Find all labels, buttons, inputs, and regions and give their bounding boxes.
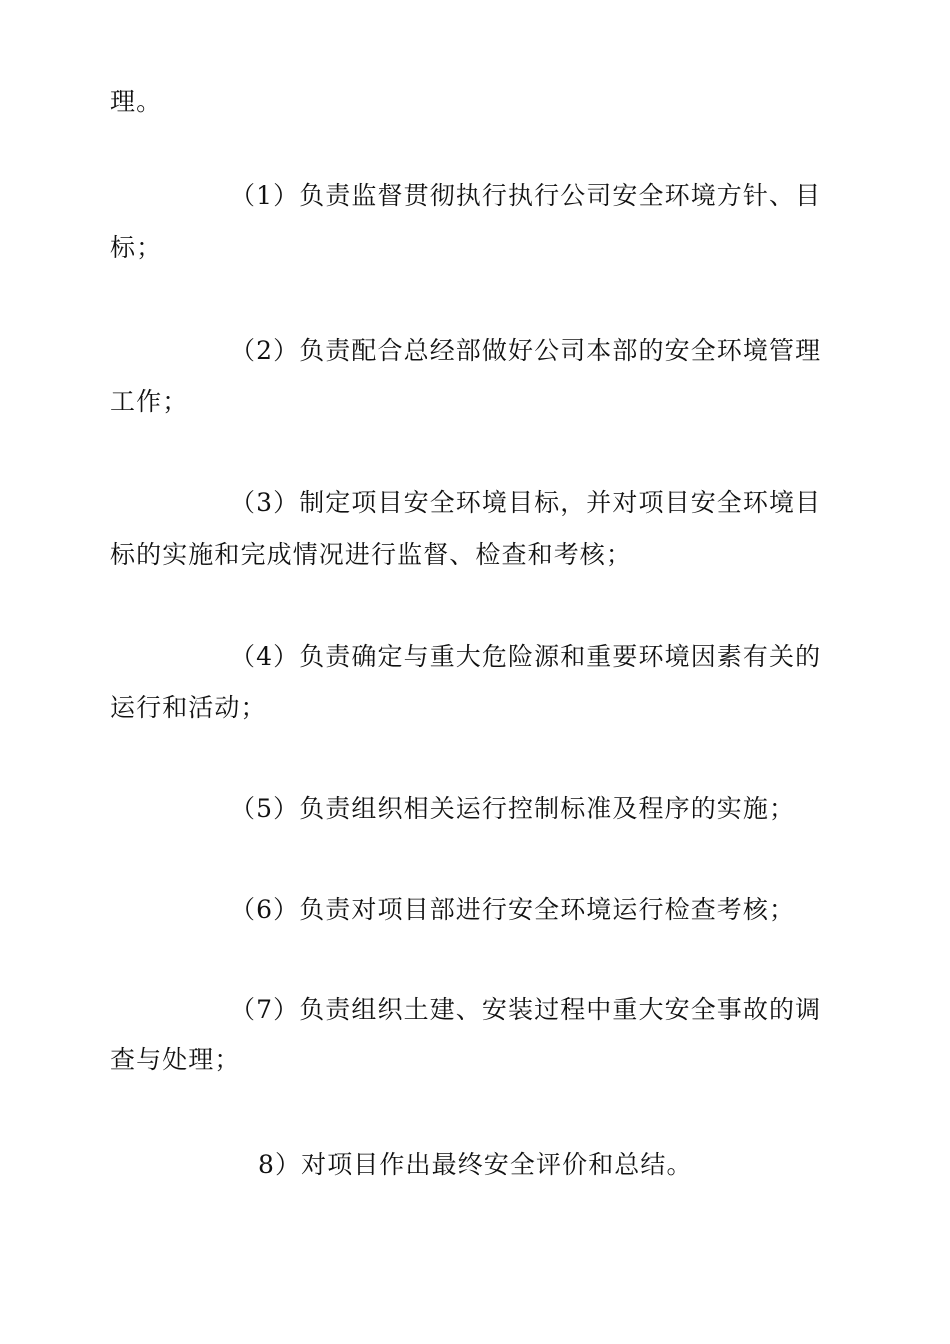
item-4-line-2: 运行和活动； [110,693,267,722]
item-5: （5）负责组织相关运行控制标准及程序的实施； [230,794,796,823]
item-1-line-1: （1）负责监督贯彻执行执行公司安全环境方针、目 [230,181,822,210]
item-7-line-1: （7）负责组织土建、安装过程中重大安全事故的调 [230,995,822,1024]
item-3-line-2: 标的实施和完成情况进行监督、检查和考核； [110,540,633,569]
item-8: 8）对项目作出最终安全评价和总结。 [258,1150,693,1179]
item-2-line-2: 工作； [110,387,189,416]
item-6: （6）负责对项目部进行安全环境运行检查考核； [230,895,796,924]
item-4-line-1: （4）负责确定与重大危险源和重要环境因素有关的 [230,642,822,671]
item-7-line-2: 查与处理； [110,1045,241,1074]
paragraph-continuation: 理。 [110,87,163,116]
item-1-line-2: 标； [110,233,163,262]
item-3-line-1: （3）制定项目安全环境目标，并对项目安全环境目 [230,488,822,517]
item-2-line-1: （2）负责配合总经部做好公司本部的安全环境管理 [230,336,822,365]
